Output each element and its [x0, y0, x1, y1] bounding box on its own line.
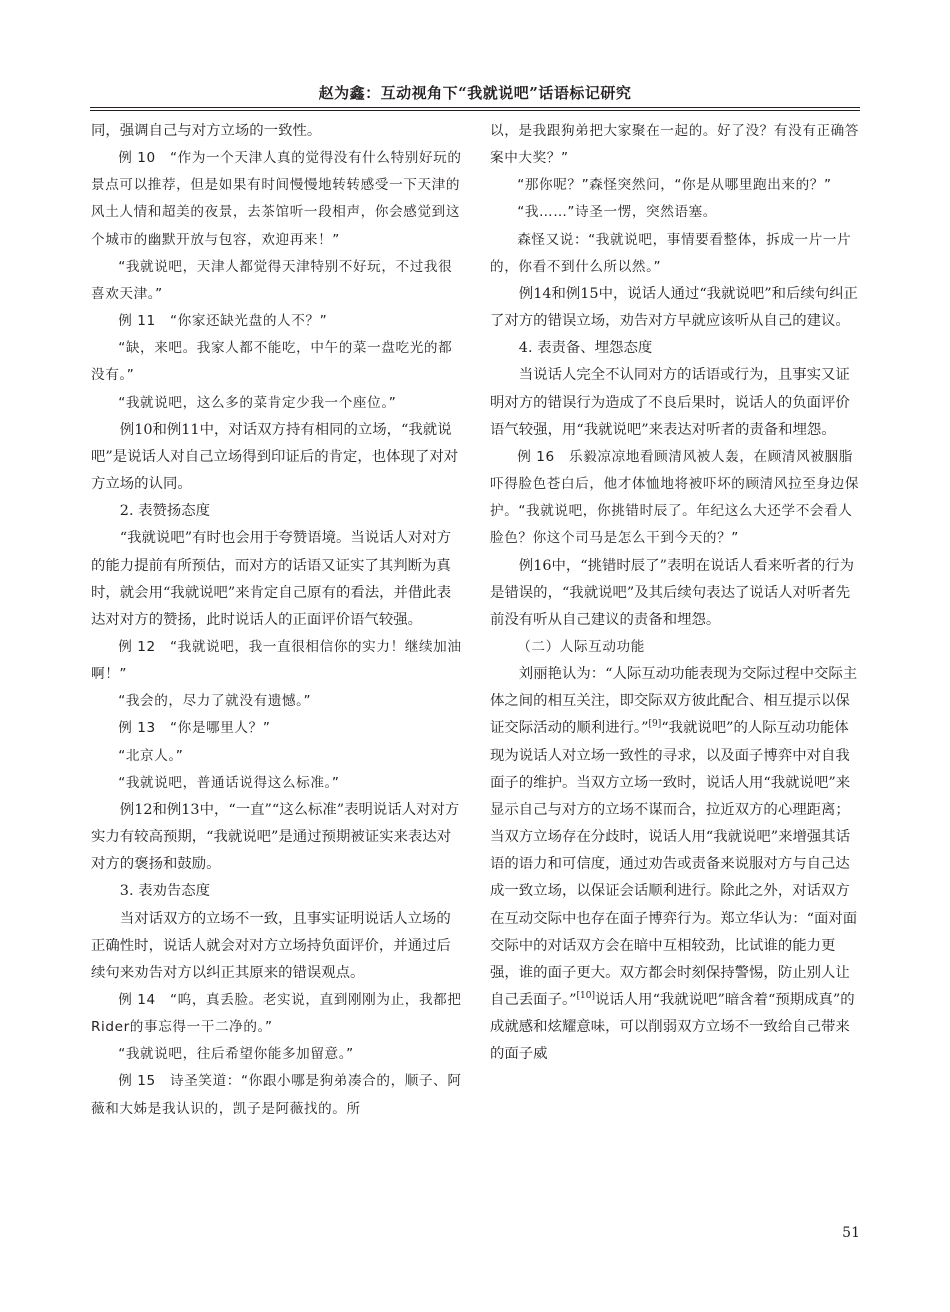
header-rule-bottom: [90, 110, 860, 111]
example-text: “你家还缺光盘的人不？”: [170, 313, 328, 330]
dialogue-line: 森怪又说：“我就说吧，事情要看整体，拆成一片一片的，你看不到什么所以然。”: [490, 231, 852, 275]
example-12: [91, 634, 463, 688]
example-label: 例 10: [118, 150, 156, 167]
citation-ref: [10]: [576, 991, 595, 1002]
section-heading: 4. 表责备、埋怨态度: [518, 340, 653, 357]
section-heading: 3. 表劝告态度: [119, 883, 211, 900]
example-text: “呜，真丢脸。老实说，直到刚刚为止，我都把Rider的事忘得一干二净的。”: [91, 992, 462, 1036]
paragraph-text: “我就说吧”的人际互动功能体现为说话人对立场一致性的寻求，以及面子博弈中对自我面子的维护。当双方立场一致时，说话人用“我就说吧”来显示自己与对方的立场不谋而合，拉近双方的心理距离；当双方立场存在分歧时，说话人用“我就说吧”来增强其话语的语力和可信度，通过劝告或责备来说服对方与自己达成一致立场，以保证会话顺利进行。除此之外，对话双方在互动交际中也存在面子博弈行为。郑立华认为：“面对面交际中的对话双方会在暗中互相较劲，比试谁的能力更强，谁的面子更大。双方都会时刻保持警惕，防止别人让自己丢面子。”: [490, 720, 858, 1008]
example-14: [91, 987, 463, 1041]
example-text: “作为一个天津人真的觉得没有什么特别好玩的景点可以推荐，但是如果有时间慢慢地转转感受一下天津的风土人情和超美的夜景，去茶馆听一段相声，你会感觉到这个城市的幽默开放与包容，欢迎再来！”: [91, 150, 462, 248]
dialogue-line: 以，是我跟狗弟把大家聚在一起的。好了没？有没有正确答案中大奖？”: [490, 123, 860, 167]
paragraph: 例16中，“挑错时辰了”表明在说话人看来听者的行为是错误的，“我就说吧”及其后续句表达了说话人对听者先前没有听从自己建议的责备和埋怨。: [490, 557, 855, 628]
paragraph-text: 说话人用“我就说吧”暗含着“预期成真”的成就感和炫耀意味，可以削弱双方立场不一致给自己带来的面子威: [490, 992, 855, 1063]
page-number: 51: [842, 1225, 860, 1241]
dialogue-line: “我就说吧，往后希望你能多加留意。”: [118, 1046, 354, 1063]
example-text: 乐毅凉凉地看顾清风被人轰，在顾清风被胭脂吓得脸色苍白后，他才体恤地将被吓坏的顾清风拉至身边保护。“我就说吧，你挑错时辰了。年纪这么大还学不会看人脸色？你这个司马是怎么干到今天的？”: [490, 448, 860, 547]
example-15: [91, 1068, 463, 1122]
right-column: [490, 118, 862, 1068]
left-column: [91, 118, 463, 1123]
paragraph-text: 刘丽艳认为：“人际互动功能表现为交际过程中交际主体之间的相互关注，即交际双方彼此配合、相互提示以保证交际活动的顺利进行。”: [490, 666, 858, 737]
paragraph: 当说话人完全不认同对方的话语或行为，且事实又证明对方的错误行为造成了不良后果时，说话人的负面评价语气较强，用“我就说吧”来表达对听者的责备和埋怨。: [490, 367, 850, 438]
example-11: [91, 308, 463, 335]
example-text: “你是哪里人？”: [170, 720, 271, 737]
example-label: 例 16: [517, 448, 555, 465]
section-heading: （二）人际互动功能: [517, 638, 645, 655]
example-text: “我就说吧，我一直很相信你的实力！继续加油啊！”: [91, 638, 462, 683]
paragraph: “我就说吧”有时也会用于夸赞语境。当说话人对对方的能力提前有所预估，而对方的话语又证实了其判断为真时，就会用“我就说吧”来肯定自己原有的看法，并借此表达对对方的赞扬，此时说话人的正面评价语气较强。: [91, 530, 452, 628]
dialogue-line: “我会的，尽力了就没有遗憾。”: [118, 693, 312, 710]
paragraph: 当对话双方的立场不一致，且事实证明说话人立场的正确性时，说话人就会对对方立场持负面评价，并通过后续句来劝告对方以纠正其原来的错误观点。: [91, 910, 451, 981]
example-text: 诗圣笑道：“你跟小哪是狗弟凑合的，顺子、阿薇和大姊是我认识的，凯子是阿薇找的。所: [91, 1073, 462, 1117]
header-rule-top: [90, 107, 860, 108]
dialogue-line: “我就说吧，天津人都觉得天津特别不好玩，不过我很喜欢天津。”: [91, 258, 453, 302]
example-label: 例 15: [118, 1073, 156, 1090]
dialogue-line: “我……”诗圣一愣，突然语塞。: [517, 204, 717, 221]
example-10: [91, 145, 463, 254]
example-13: [91, 715, 463, 742]
dialogue-line: “我就说吧，普通话说得这么标准。”: [118, 774, 340, 791]
dialogue-line: “缺，来吧。我家人都不能吃，中午的菜一盘吃光的都没有。”: [91, 340, 453, 384]
example-label: 例 11: [118, 313, 156, 330]
dialogue-line: “北京人。”: [118, 747, 184, 764]
paragraph: 例14和例15中，说话人通过“我就说吧”和后续句纠正了对方的错误立场，劝告对方早就应该听从自己的建议。: [490, 285, 858, 330]
example-label: 例 13: [118, 720, 156, 737]
example-16: [490, 444, 862, 553]
paragraph: 例10和例11中，对话双方持有相同的立场，“我就说吧”是说话人对自己立场得到印证后的肯定，也体现了对对方立场的认同。: [91, 421, 459, 493]
dialogue-line: “我就说吧，这么多的菜肯定少我一个座位。”: [118, 394, 397, 411]
running-header: 赵为鑫：互动视角下“我就说吧”话语标记研究: [318, 84, 632, 102]
dialogue-line: “那你呢？”森怪突然问，“你是从哪里跑出来的？”: [517, 177, 832, 194]
example-label: 例 14: [118, 992, 156, 1008]
example-label: 例 12: [118, 638, 156, 655]
paragraph: [490, 661, 862, 1068]
paragraph: 同，强调自己与对方立场的一致性。: [91, 123, 322, 139]
section-heading: 2. 表赞扬态度: [119, 503, 211, 520]
citation-ref: [9]: [648, 719, 662, 730]
paragraph: 例12和例13中，“一直”“这么标准”表明说话人对对方实力有较高预期，“我就说吧”是通过预期被证实来表达对对方的褒扬和鼓励。: [91, 801, 460, 873]
